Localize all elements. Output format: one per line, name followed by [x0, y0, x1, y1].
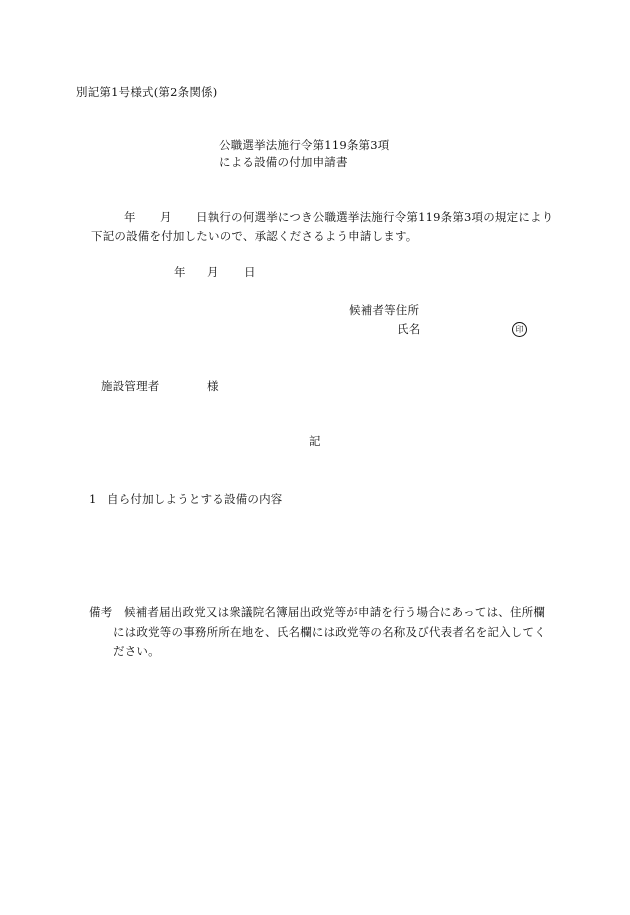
addressee-role: 施設管理者 [101, 379, 160, 393]
ki-heading: 記 [309, 434, 321, 448]
remarks-line-3: ださい。 [113, 644, 160, 658]
item-1-number: 1 [89, 492, 97, 506]
date-year-label: 年 [174, 265, 186, 279]
applicant-address-label: 候補者等住所 [349, 303, 420, 317]
title-line-2: による設備の付加申請書 [219, 155, 348, 169]
remarks-line-2: には政党等の事務所所在地を、氏名欄には政党等の名称及び代表者名を記入してく [113, 625, 546, 639]
intro-month-label: 月 [160, 210, 172, 224]
intro-body-line-1: 日執行の何選挙につき公職選挙法施行令第119条第3項の規定により [196, 210, 554, 224]
remarks-line-1: 候補者届出政党又は衆議院名簿届出政党等が申請を行う場合にあっては、住所欄 [124, 605, 546, 619]
remarks-label: 備考 [89, 605, 113, 619]
date-month-label: 月 [207, 265, 219, 279]
intro-body-line-2: 下記の設備を付加したいので、承認くださるよう申請します。 [91, 229, 418, 243]
form-reference: 別記第1号様式(第2条関係) [76, 85, 218, 99]
applicant-name-label: 氏名 [397, 322, 421, 336]
date-day-label: 日 [244, 265, 256, 279]
item-1-text: 自ら付加しようとする設備の内容 [107, 492, 283, 506]
intro-year-label: 年 [124, 210, 136, 224]
seal-mark: 印 [512, 322, 527, 337]
title-line-1: 公職選挙法施行令第119条第3項 [219, 138, 390, 152]
addressee-honorific: 様 [207, 379, 219, 393]
